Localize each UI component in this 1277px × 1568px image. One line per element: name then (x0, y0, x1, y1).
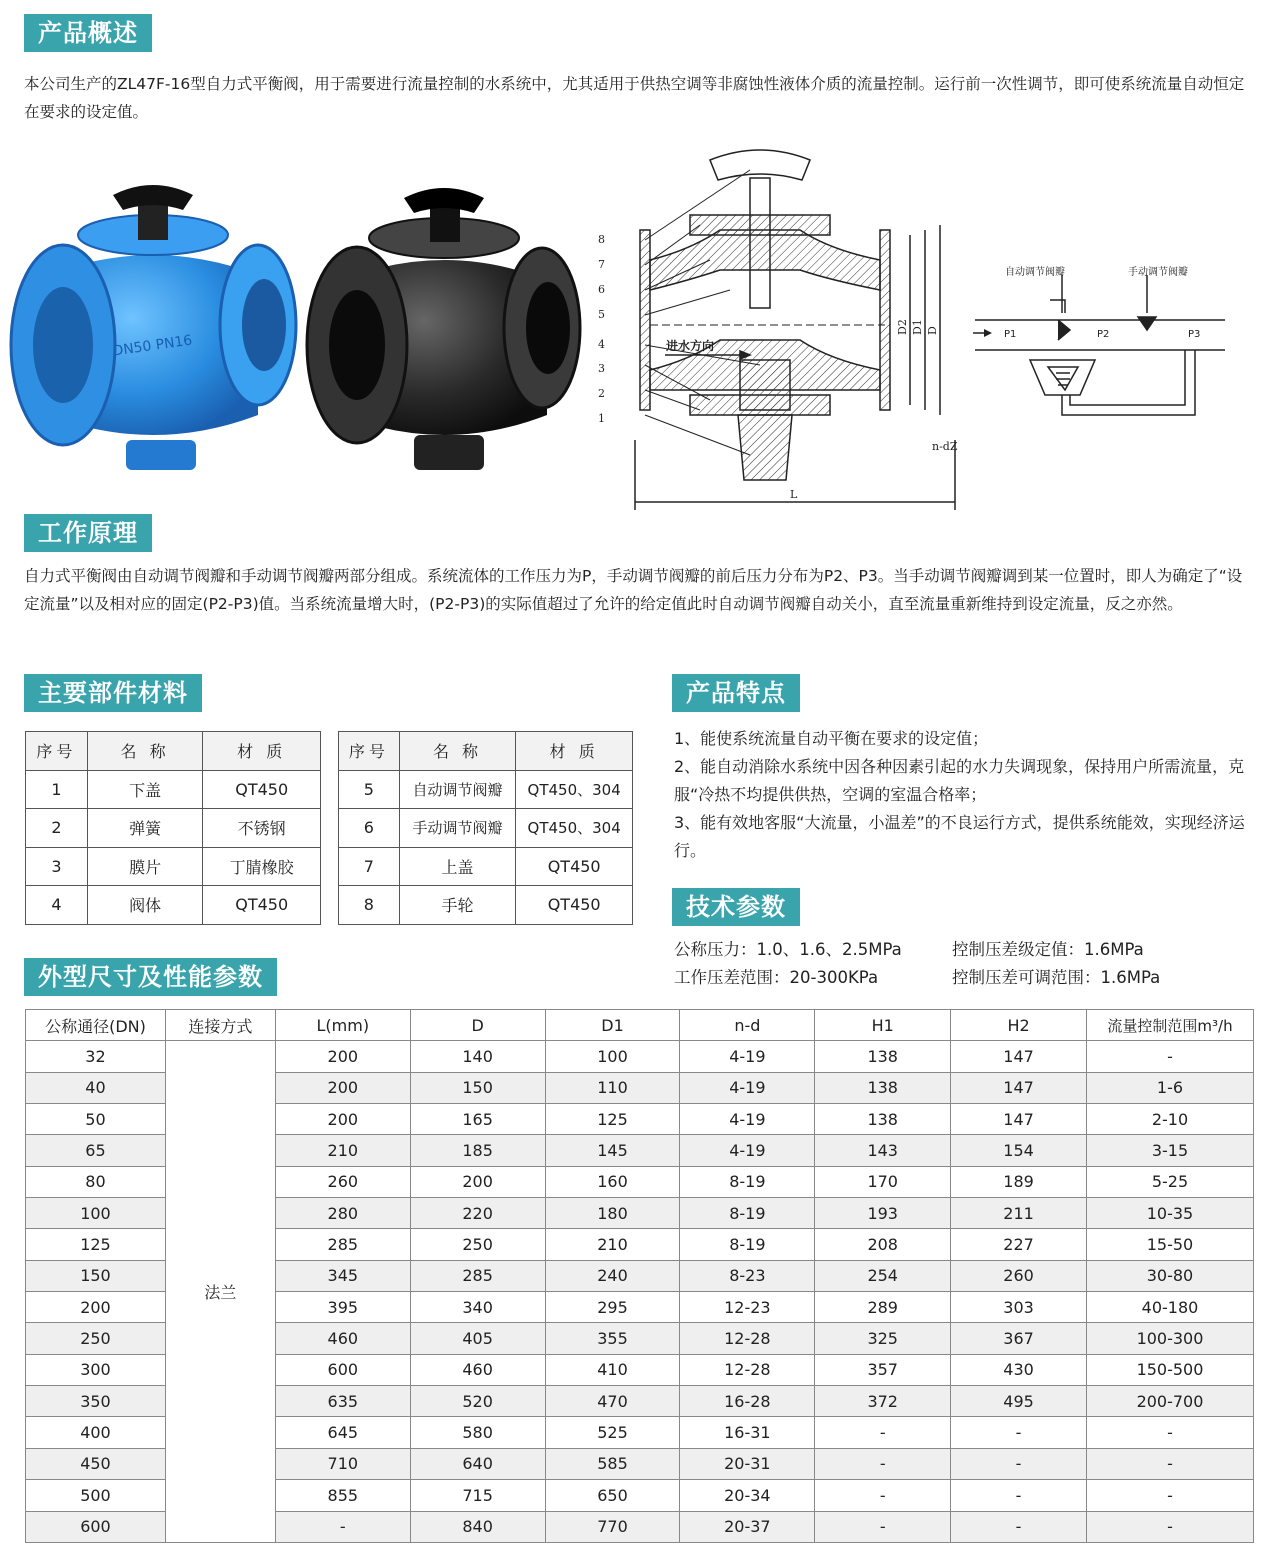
schematic-p1: P1 (1004, 329, 1017, 340)
dims-cell: 240 (545, 1260, 680, 1291)
dims-cell: 3-15 (1086, 1135, 1253, 1166)
dims-cell: 16-28 (680, 1386, 815, 1417)
dims-cell: 193 (815, 1198, 951, 1229)
dims-cell: 2-10 (1086, 1104, 1253, 1135)
dims-cell: 189 (951, 1166, 1087, 1197)
dims-cell: 600 (26, 1511, 166, 1542)
dims-cell: 20-31 (680, 1448, 815, 1479)
dims-cell: 372 (815, 1386, 951, 1417)
dims-cell: 303 (951, 1292, 1087, 1323)
dims-cell: 50 (26, 1104, 166, 1135)
dims-cell: 289 (815, 1292, 951, 1323)
part-number-7: 7 (598, 258, 605, 271)
tech-working-diff-range: 工作压差范围：20-300KPa (674, 968, 879, 987)
dims-cell: 180 (545, 1198, 680, 1229)
dims-cell: 100-300 (1086, 1323, 1253, 1354)
materials-table-left (25, 731, 321, 925)
dims-cell: 160 (545, 1166, 680, 1197)
dims-cell: - (951, 1417, 1087, 1448)
dims-cell: 138 (815, 1072, 951, 1103)
dims-cell: 585 (545, 1448, 680, 1479)
mat-header-material: 材 质 (203, 732, 321, 771)
mat-cell: 7 (339, 847, 400, 886)
mat-header-name: 名 称 (87, 732, 203, 771)
dims-cell: 143 (815, 1135, 951, 1166)
dims-cell: 520 (410, 1386, 545, 1417)
dims-cell: - (951, 1480, 1087, 1511)
dims-cell: 357 (815, 1354, 951, 1385)
dims-cell: 300 (26, 1354, 166, 1385)
mat-cell: 4 (26, 886, 88, 925)
mat-cell: 阀体 (87, 886, 203, 925)
dims-cell: 285 (410, 1260, 545, 1291)
dims-cell: 450 (26, 1448, 166, 1479)
part-number-5: 5 (598, 308, 605, 321)
mat-cell: QT450 (203, 886, 321, 925)
dims-header-d1: D1 (545, 1010, 680, 1041)
dims-cell: - (1086, 1511, 1253, 1542)
dims-cell: 185 (410, 1135, 545, 1166)
flow-schematic-diagram (970, 255, 1230, 430)
dims-cell: 525 (545, 1417, 680, 1448)
dims-cell: 355 (545, 1323, 680, 1354)
dims-header-l: L(mm) (275, 1010, 410, 1041)
dims-cell: 150-500 (1086, 1354, 1253, 1385)
black-valve-photo (302, 180, 587, 475)
dims-header-row (26, 1010, 1254, 1041)
dims-cell: 8-23 (680, 1260, 815, 1291)
dims-cell: 125 (545, 1104, 680, 1135)
dim-label-d: D (926, 326, 939, 335)
dimensions-table (25, 1009, 1254, 1543)
part-number-3: 3 (598, 362, 605, 375)
dims-cell: 410 (545, 1354, 680, 1385)
dims-cell: 220 (410, 1198, 545, 1229)
dims-cell: 715 (410, 1480, 545, 1511)
dims-cell: 5-25 (1086, 1166, 1253, 1197)
feature-item-3: 3、能有效地客服“大流量，小温差”的不良运行方式，提供系统能效，实现经济运行。 (674, 813, 1245, 860)
dims-cell: 640 (410, 1448, 545, 1479)
tech-control-diff-adjust: 控制压差可调范围：1.6MPa (952, 968, 1161, 987)
mat-cell: QT450、304 (516, 809, 633, 848)
mat-cell: 6 (339, 809, 400, 848)
dims-cell: 110 (545, 1072, 680, 1103)
dims-cell: - (951, 1511, 1087, 1542)
dims-cell: - (1086, 1448, 1253, 1479)
dim-label-d1: D1 (911, 319, 924, 335)
dims-header-h1: H1 (815, 1010, 951, 1041)
mat-cell: 下盖 (87, 770, 203, 809)
dims-cell: 200 (410, 1166, 545, 1197)
dims-cell: 80 (26, 1166, 166, 1197)
mat-cell: 弹簧 (87, 809, 203, 848)
dims-cell: 211 (951, 1198, 1087, 1229)
dims-cell: 140 (410, 1041, 545, 1072)
dims-cell: - (1086, 1417, 1253, 1448)
mat-cell: 上盖 (399, 847, 516, 886)
dims-cell: 400 (26, 1417, 166, 1448)
mat-header-no: 序号 (339, 732, 400, 771)
table-row (26, 1041, 1254, 1072)
table-row (26, 770, 321, 809)
blue-valve-photo (8, 175, 298, 475)
section-title-overview: 产品概述 (24, 14, 152, 52)
dims-cell: 430 (951, 1354, 1087, 1385)
dims-cell: 8-19 (680, 1229, 815, 1260)
dims-cell: 4-19 (680, 1135, 815, 1166)
dims-header-nd: n-d (680, 1010, 815, 1041)
dims-header-flow: 流量控制范围m³/h (1086, 1010, 1253, 1041)
dims-cell: - (815, 1480, 951, 1511)
dims-cell: 635 (275, 1386, 410, 1417)
dims-cell: 367 (951, 1323, 1087, 1354)
dims-cell: 200 (275, 1072, 410, 1103)
dims-cell: 4-19 (680, 1041, 815, 1072)
dims-cell: 147 (951, 1072, 1087, 1103)
dims-cell: 254 (815, 1260, 951, 1291)
flow-direction-label: 进水方向 (666, 339, 715, 353)
dims-cell: - (815, 1448, 951, 1479)
dims-cell: 227 (951, 1229, 1087, 1260)
mat-cell: QT450 (203, 770, 321, 809)
dims-cell: 165 (410, 1104, 545, 1135)
dims-cell: 260 (951, 1260, 1087, 1291)
dim-label-l: L (790, 488, 798, 501)
mat-cell: 手轮 (399, 886, 516, 925)
dims-cell: - (951, 1448, 1087, 1479)
dims-cell: 405 (410, 1323, 545, 1354)
dims-cell: 145 (545, 1135, 680, 1166)
mat-cell: 丁腈橡胶 (203, 847, 321, 886)
part-number-6: 6 (598, 283, 605, 296)
dims-cell: 4-19 (680, 1104, 815, 1135)
dims-cell: 600 (275, 1354, 410, 1385)
dims-cell: 8-19 (680, 1166, 815, 1197)
dims-cell: 150 (410, 1072, 545, 1103)
dims-cell: 250 (410, 1229, 545, 1260)
dims-cell: 210 (275, 1135, 410, 1166)
mat-cell: 3 (26, 847, 88, 886)
overview-text: 本公司生产的ZL47F-16型自力式平衡阀，用于需要进行流量控制的水系统中，尤其适用于供热空调等非腐蚀性液体介质的流量控制。运行前一次性调节，即可使系统流量自动恒定在要求的设定值。 (24, 75, 1245, 121)
feature-item-2: 2、能自动消除水系统中因各种因素引起的水力失调现象，保持用户所需流量，克服“冷热不均提供供热，空调的室温合格率； (674, 757, 1245, 804)
mat-cell: 自动调节阀瓣 (399, 770, 516, 809)
table-row (339, 770, 633, 809)
schematic-manual-label: 手动调节阀瓣 (1128, 267, 1188, 278)
dims-cell: 208 (815, 1229, 951, 1260)
dims-connection-cell: 法兰 (165, 1041, 275, 1543)
section-title-dims: 外型尺寸及性能参数 (24, 958, 277, 996)
schematic-p2: P2 (1097, 329, 1110, 340)
mat-header-name: 名 称 (399, 732, 516, 771)
valve-cross-section-diagram (590, 140, 975, 520)
part-number-2: 2 (598, 387, 605, 400)
dims-cell: - (815, 1511, 951, 1542)
dims-cell: 40 (26, 1072, 166, 1103)
features-list (674, 725, 1249, 865)
dims-cell: 295 (545, 1292, 680, 1323)
tech-control-diff-level: 控制压差级定值：1.6MPa (952, 940, 1144, 959)
dims-cell: 200 (275, 1104, 410, 1135)
mat-cell: 1 (26, 770, 88, 809)
dims-cell: 770 (545, 1511, 680, 1542)
principle-text: 自力式平衡阀由自动调节阀瓣和手动调节阀瓣两部分组成。系统流体的工作压力为P，手动调节阀瓣的前后压力分布为P2、P3。当手动调节阀瓣调到某一位置时，即人为确定了“设定流量”以及相对应的固定(P2-P3)值。当系统流量增大时，(P2-P3)的实际值超过了允许的给定值此时自动调节阀瓣自动关小，直至流量重新维持到设定流量，反之亦然。 (24, 567, 1243, 613)
dims-cell: 645 (275, 1417, 410, 1448)
dims-cell: 147 (951, 1104, 1087, 1135)
mat-header-no: 序号 (26, 732, 88, 771)
dims-cell: 20-34 (680, 1480, 815, 1511)
dims-cell: 395 (275, 1292, 410, 1323)
section-title-features: 产品特点 (672, 674, 800, 712)
dims-header-d: D (410, 1010, 545, 1041)
table-row (339, 847, 633, 886)
materials-table-right (338, 731, 633, 925)
dims-cell: 170 (815, 1166, 951, 1197)
dims-cell: 12-28 (680, 1323, 815, 1354)
part-number-8: 8 (598, 233, 605, 246)
mat-header-material: 材 质 (516, 732, 633, 771)
dims-cell: - (1086, 1041, 1253, 1072)
dims-cell: 500 (26, 1480, 166, 1511)
dims-cell: - (1086, 1480, 1253, 1511)
dims-cell: - (275, 1511, 410, 1542)
dims-cell: - (815, 1417, 951, 1448)
blue-valve-body-text: DN50 PN16 (111, 332, 194, 360)
dims-cell: 200-700 (1086, 1386, 1253, 1417)
table-row (339, 809, 633, 848)
dims-cell: 8-19 (680, 1198, 815, 1229)
dims-cell: 15-50 (1086, 1229, 1253, 1260)
dims-cell: 470 (545, 1386, 680, 1417)
dim-label-d2: D2 (896, 319, 909, 335)
feature-item-1: 1、能使系统流量自动平衡在要求的设定值； (674, 729, 989, 748)
mat-cell: 手动调节阀瓣 (399, 809, 516, 848)
dims-cell: 150 (26, 1260, 166, 1291)
mat-cell: 2 (26, 809, 88, 848)
dims-cell: 20-37 (680, 1511, 815, 1542)
dims-cell: 710 (275, 1448, 410, 1479)
dims-header-connection: 连接方式 (165, 1010, 275, 1041)
mat-cell: 8 (339, 886, 400, 925)
section-title-tech: 技术参数 (672, 888, 800, 926)
dims-cell: 12-23 (680, 1292, 815, 1323)
schematic-auto-label: 自动调节阀瓣 (1005, 267, 1065, 278)
dims-cell: 10-35 (1086, 1198, 1253, 1229)
dims-cell: 100 (26, 1198, 166, 1229)
table-row (339, 886, 633, 925)
dims-cell: 840 (410, 1511, 545, 1542)
dims-cell: 345 (275, 1260, 410, 1291)
table-row (26, 809, 321, 848)
dims-cell: 40-180 (1086, 1292, 1253, 1323)
dims-cell: 1-6 (1086, 1072, 1253, 1103)
dims-cell: 250 (26, 1323, 166, 1354)
mat-cell: 5 (339, 770, 400, 809)
mat-cell: 膜片 (87, 847, 203, 886)
dims-cell: 147 (951, 1041, 1087, 1072)
dims-cell: 280 (275, 1198, 410, 1229)
section-title-materials: 主要部件材料 (24, 674, 202, 712)
dims-cell: 100 (545, 1041, 680, 1072)
tech-nominal-pressure: 公称压力：1.0、1.6、2.5MPa (674, 940, 902, 959)
dims-cell: 154 (951, 1135, 1087, 1166)
table-row (26, 886, 321, 925)
part-number-4: 4 (598, 338, 605, 351)
dims-cell: 210 (545, 1229, 680, 1260)
dims-cell: 580 (410, 1417, 545, 1448)
dims-header-h2: H2 (951, 1010, 1087, 1041)
dims-cell: 30-80 (1086, 1260, 1253, 1291)
dims-cell: 16-31 (680, 1417, 815, 1448)
dims-cell: 125 (26, 1229, 166, 1260)
dims-cell: 460 (275, 1323, 410, 1354)
dims-cell: 200 (26, 1292, 166, 1323)
dims-cell: 325 (815, 1323, 951, 1354)
dims-cell: 350 (26, 1386, 166, 1417)
dims-cell: 285 (275, 1229, 410, 1260)
dims-cell: 340 (410, 1292, 545, 1323)
mat-cell: QT450 (516, 847, 633, 886)
dims-cell: 260 (275, 1166, 410, 1197)
dims-cell: 138 (815, 1041, 951, 1072)
dims-cell: 855 (275, 1480, 410, 1511)
mat-cell: QT450、304 (516, 770, 633, 809)
dim-label-ndz: n-dZ (932, 440, 958, 453)
dims-cell: 650 (545, 1480, 680, 1511)
dims-cell: 460 (410, 1354, 545, 1385)
dims-cell: 65 (26, 1135, 166, 1166)
mat-cell: QT450 (516, 886, 633, 925)
mat-cell: 不锈钢 (203, 809, 321, 848)
dims-cell: 4-19 (680, 1072, 815, 1103)
dims-header-dn: 公称通径(DN) (26, 1010, 166, 1041)
dims-cell: 32 (26, 1041, 166, 1072)
dims-cell: 138 (815, 1104, 951, 1135)
schematic-p3: P3 (1188, 329, 1201, 340)
dims-cell: 12-28 (680, 1354, 815, 1385)
dims-cell: 495 (951, 1386, 1087, 1417)
dims-cell: 200 (275, 1041, 410, 1072)
section-title-principle: 工作原理 (24, 514, 152, 552)
part-number-1: 1 (598, 412, 605, 425)
table-row (26, 847, 321, 886)
